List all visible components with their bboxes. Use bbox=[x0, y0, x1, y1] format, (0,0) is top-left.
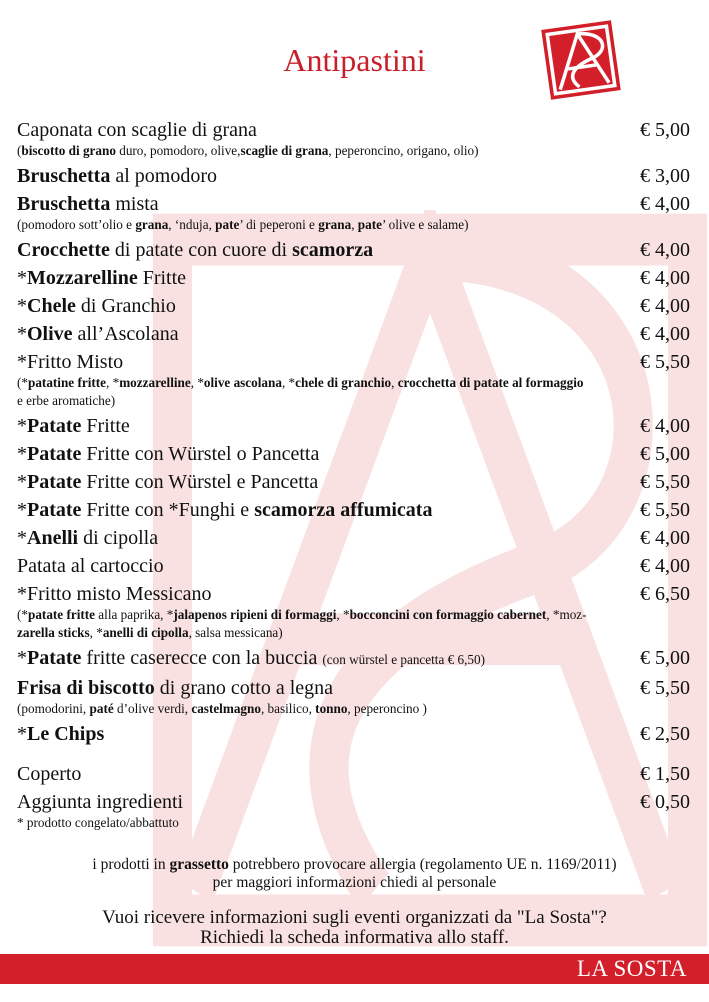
dish-name: Bruschetta mista bbox=[17, 193, 159, 215]
dish-price: € 4,00 bbox=[640, 239, 690, 261]
description-line: (pomodorini, paté d’olive verdi, castelmagno, basilico, tonno, peperoncino ) bbox=[17, 701, 427, 716]
menu-item-row bbox=[17, 496, 690, 524]
events-line-1: Vuoi ricevere informazioni sugli eventi organizzati da "La Sosta"? bbox=[102, 907, 607, 928]
dish-name: *Anelli di cipolla bbox=[17, 527, 159, 549]
menu-item-fritto-misto bbox=[17, 348, 690, 410]
menu-item-row bbox=[17, 412, 690, 440]
menu-item-row bbox=[17, 292, 690, 320]
dish-price: € 3,00 bbox=[640, 165, 690, 187]
dish-description bbox=[17, 142, 690, 160]
events-notice bbox=[0, 908, 709, 948]
allergy-notice bbox=[0, 856, 709, 892]
menu-item-row bbox=[17, 190, 690, 218]
menu-item-row bbox=[17, 116, 690, 144]
dish-name: Aggiunta ingredienti bbox=[17, 791, 184, 813]
dish-name: *Fritto Misto bbox=[17, 351, 124, 373]
description-line: (pomodoro sott’olio e grana, ‘nduja, pate’ di peperoni e grana, pate’ olive e salame) bbox=[17, 217, 469, 232]
menu-item-patate-caserecce bbox=[17, 644, 690, 674]
dish-name: Caponata con scaglie di grana bbox=[17, 119, 257, 141]
description-line: (*patate fritte alla paprika, *jalapenos ripieni di formaggi, *bocconcini con formaggio cabernet, *moz- bbox=[17, 607, 587, 622]
menu-item-row bbox=[17, 760, 690, 788]
menu-item-row bbox=[17, 440, 690, 468]
menu-item-patate-e bbox=[17, 468, 690, 496]
dish-inline-note: (con würstel e pancetta € 6,50) bbox=[322, 652, 485, 667]
dish-price: € 4,00 bbox=[640, 295, 690, 317]
dish-description bbox=[17, 700, 690, 718]
dish-description bbox=[17, 374, 690, 410]
menu-item-bruschetta-mista bbox=[17, 190, 690, 234]
menu-item-row bbox=[17, 264, 690, 292]
dish-name: *Patate Fritte con Würstel e Pancetta bbox=[17, 471, 319, 493]
page-title: Antipastini bbox=[283, 42, 426, 78]
dish-price: € 5,50 bbox=[640, 351, 690, 373]
dish-price: € 1,50 bbox=[640, 763, 690, 785]
menu-item-crocchette bbox=[17, 236, 690, 264]
footer-bar bbox=[0, 954, 709, 984]
dish-price: € 4,00 bbox=[640, 415, 690, 437]
dish-price: € 0,50 bbox=[640, 791, 690, 813]
dish-price: € 2,50 bbox=[640, 723, 690, 745]
menu-item-chele bbox=[17, 292, 690, 320]
dish-description bbox=[17, 606, 690, 642]
dish-description bbox=[17, 216, 690, 234]
dish-price: € 5,00 bbox=[640, 647, 690, 669]
menu-list bbox=[17, 116, 690, 831]
dish-name: *Chele di Granchio bbox=[17, 295, 176, 317]
menu-item-row bbox=[17, 236, 690, 264]
menu-item-olive bbox=[17, 320, 690, 348]
dish-price: € 5,50 bbox=[640, 677, 690, 699]
dish-price: € 6,50 bbox=[640, 583, 690, 605]
menu-item-caponata bbox=[17, 116, 690, 160]
dish-price: € 5,00 bbox=[640, 443, 690, 465]
dish-price: € 4,00 bbox=[640, 193, 690, 215]
menu-item-frisa bbox=[17, 674, 690, 718]
dish-name: *Olive all’Ascolana bbox=[17, 323, 179, 345]
menu-item-row bbox=[17, 162, 690, 190]
dish-price: € 4,00 bbox=[640, 527, 690, 549]
dish-price: € 5,50 bbox=[640, 471, 690, 493]
allergy-bold-word: grassetto bbox=[169, 856, 229, 873]
menu-item-row bbox=[17, 580, 690, 608]
dish-name: *Le Chips bbox=[17, 723, 105, 745]
dish-price: € 4,00 bbox=[640, 267, 690, 289]
menu-item-patate-fritte bbox=[17, 412, 690, 440]
menu-item-row bbox=[17, 552, 690, 580]
menu-item-patate-funghi bbox=[17, 496, 690, 524]
menu-item-row bbox=[17, 348, 690, 376]
description-line: zarella sticks, *anelli di cipolla, salsa messicana) bbox=[17, 625, 283, 640]
dish-price: € 5,00 bbox=[640, 119, 690, 141]
menu-item-anelli bbox=[17, 524, 690, 552]
menu-item-row bbox=[17, 788, 690, 816]
dish-name: *Patate fritte caserecce con la buccia (con würstel e pancetta € 6,50) bbox=[17, 647, 485, 669]
menu-item-aggiunta bbox=[17, 788, 690, 816]
menu-item-row bbox=[17, 524, 690, 552]
allergy-line-2: per maggiori informazioni chiedi al personale bbox=[212, 874, 497, 891]
dish-name: *Fritto misto Messicano bbox=[17, 583, 212, 605]
description-line: e erbe aromatiche) bbox=[17, 393, 116, 408]
description-line: (*patatine fritte, *mozzarelline, *olive ascolana, *chele di granchio, crocchetta di patate al formaggio bbox=[17, 375, 584, 390]
description-line: (biscotto di grano duro, pomodoro, olive,scaglie di grana, peperoncino, origano, olio) bbox=[17, 143, 479, 158]
menu-item-row bbox=[17, 320, 690, 348]
menu-spacer bbox=[17, 748, 690, 760]
dish-name: Coperto bbox=[17, 763, 82, 785]
brand-name: LA SOSTA bbox=[576, 956, 687, 981]
menu-item-bruschetta-pomodoro bbox=[17, 162, 690, 190]
menu-item-coperto bbox=[17, 760, 690, 788]
dish-name: *Patate Fritte bbox=[17, 415, 130, 437]
dish-name: *Mozzarelline Fritte bbox=[17, 267, 187, 289]
menu-item-row bbox=[17, 644, 690, 674]
menu-item-patate-o bbox=[17, 440, 690, 468]
menu-item-row bbox=[17, 468, 690, 496]
dish-name: *Patate Fritte con *Funghi e scamorza affumicata bbox=[17, 499, 433, 521]
dish-price: € 4,00 bbox=[640, 555, 690, 577]
menu-item-row bbox=[17, 674, 690, 702]
allergy-line-1: i prodotti in grassetto potrebbero provocare allergia (regolamento UE n. 1169/2011) bbox=[92, 856, 617, 873]
menu-item-mozzarelline bbox=[17, 264, 690, 292]
dish-price: € 5,50 bbox=[640, 499, 690, 521]
menu-item-fritto-messicano bbox=[17, 580, 690, 642]
dish-name: Patata al cartoccio bbox=[17, 555, 164, 577]
frozen-product-note: * prodotto congelato/abbattuto bbox=[17, 815, 179, 830]
menu-item-chips bbox=[17, 720, 690, 748]
menu-item-row bbox=[17, 720, 690, 748]
menu-item-patata-cartoccio bbox=[17, 552, 690, 580]
dish-price: € 4,00 bbox=[640, 323, 690, 345]
dish-name: Frisa di biscotto di grano cotto a legna bbox=[17, 677, 334, 699]
dish-name: Bruschetta al pomodoro bbox=[17, 165, 217, 187]
dish-name: Crocchette di patate con cuore di scamorza bbox=[17, 239, 374, 261]
dish-name: *Patate Fritte con Würstel o Pancetta bbox=[17, 443, 320, 465]
events-line-2: Richiedi la scheda informativa allo staff. bbox=[200, 927, 509, 948]
